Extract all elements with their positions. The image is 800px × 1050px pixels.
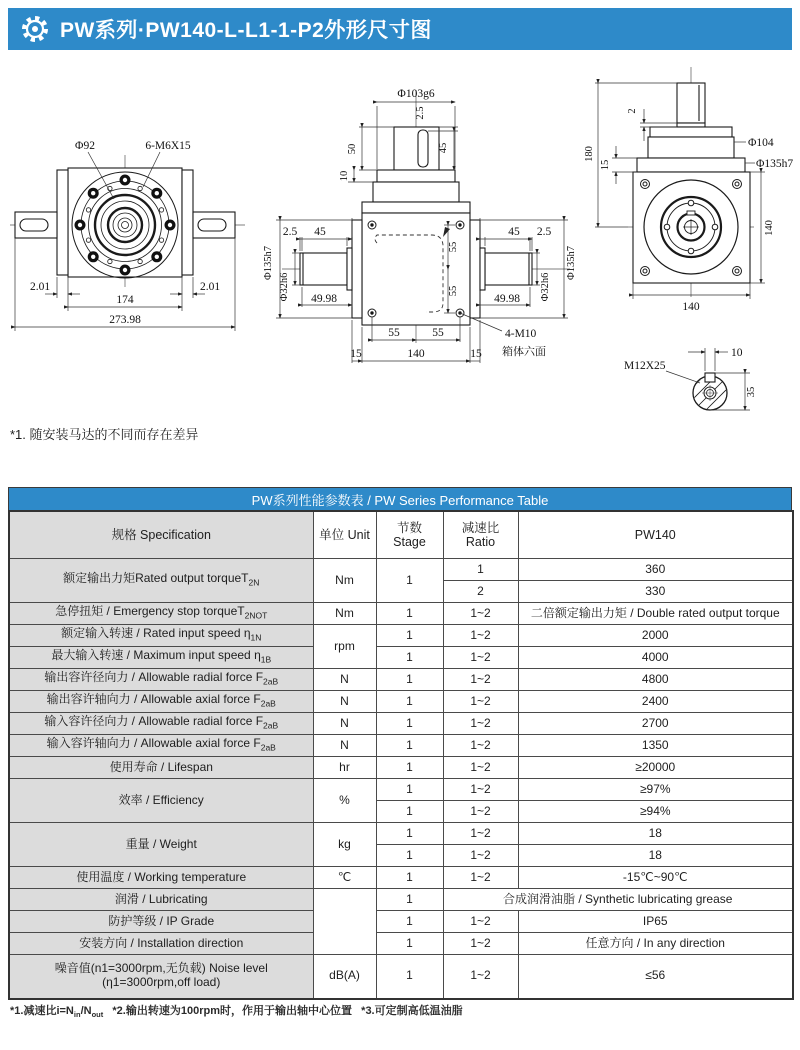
drawing-note: *1. 随安装马达的不同而存在差异 bbox=[10, 427, 199, 442]
spec-cell: 防护等级 / IP Grade bbox=[9, 911, 313, 933]
row-noise-level bbox=[9, 955, 793, 999]
ratio-cell: 1~2 bbox=[443, 911, 518, 933]
dim-right-4998: 49.98 bbox=[494, 293, 520, 305]
value-cell: ≥94% bbox=[518, 801, 793, 823]
stage-cell: 1 bbox=[376, 713, 443, 735]
spec-cell bbox=[9, 625, 313, 647]
spec-cell bbox=[9, 691, 313, 713]
spec-cell: 效率 / Efficiency bbox=[9, 779, 313, 823]
table-title: PW系列性能参数表 / PW Series Performance Table bbox=[8, 487, 792, 510]
stage-cell: 1 bbox=[376, 955, 443, 999]
unit-cell: hr bbox=[313, 757, 376, 779]
dim-phi103: Φ103g6 bbox=[397, 88, 435, 100]
spec-cell bbox=[9, 647, 313, 669]
stage-cell: 1 bbox=[376, 603, 443, 625]
spec-cell bbox=[9, 669, 313, 691]
dim-phi104: Φ104 bbox=[748, 137, 774, 149]
footnote-part2: /N bbox=[80, 1005, 92, 1017]
unit-cell: N bbox=[313, 713, 376, 735]
ratio-cell: 1~2 bbox=[443, 757, 518, 779]
dim-offset-left: 2.01 bbox=[29, 281, 51, 293]
dim-left-2-5: 2.5 bbox=[282, 226, 298, 238]
dim-4-m10: 4-M10 bbox=[505, 328, 537, 340]
ratio-cell: 1~2 bbox=[443, 713, 518, 735]
shaft-detail-drawing bbox=[612, 338, 798, 446]
stage-cell: 1 bbox=[376, 779, 443, 801]
footnote-sub-out: out bbox=[91, 1010, 104, 1020]
spec-subscript: 2aB bbox=[263, 676, 279, 687]
stage-cell: 1 bbox=[376, 625, 443, 647]
unit-cell: ℃ bbox=[313, 867, 376, 889]
stage-cell: 1 bbox=[376, 669, 443, 691]
spec-subscript: 1B bbox=[260, 654, 272, 665]
value-cell: 330 bbox=[518, 581, 793, 603]
spec-label: 最大输入转速 / Maximum input speed η bbox=[51, 648, 261, 663]
row-installation-direction bbox=[9, 933, 793, 955]
row-output-radial-force bbox=[9, 669, 793, 691]
table-header-row bbox=[9, 511, 793, 559]
unit-cell-empty bbox=[313, 889, 376, 955]
row-emergency-stop-torque bbox=[9, 603, 793, 625]
stage-cell: 1 bbox=[376, 823, 443, 845]
value-cell: ≥97% bbox=[518, 779, 793, 801]
header-spec: 规格 Specification bbox=[9, 511, 313, 559]
ratio-cell: 1~2 bbox=[443, 867, 518, 889]
spec-label: 输出容许轴向力 / Allowable axial force F bbox=[46, 692, 261, 707]
spec-cell bbox=[9, 955, 313, 999]
spec-cell bbox=[9, 713, 313, 735]
dim-phi135-left: Φ135h7 bbox=[263, 246, 274, 280]
header-stage: 节数 Stage bbox=[376, 511, 443, 559]
ratio-cell: 1~2 bbox=[443, 801, 518, 823]
dim-35: 35 bbox=[746, 386, 757, 398]
page-title: PW系列·PW140-L-L1-1-P2外形尺寸图 bbox=[60, 19, 432, 42]
row-lubricating bbox=[9, 889, 793, 911]
spec-label: 急停扭矩 / Emergency stop torqueT bbox=[55, 604, 245, 619]
unit-cell: Nm bbox=[313, 559, 376, 603]
unit-cell: N bbox=[313, 735, 376, 757]
spec-subscript: 2N bbox=[248, 577, 260, 588]
header-unit: 单位 Unit bbox=[313, 511, 376, 559]
value-cell: ≤56 bbox=[518, 955, 793, 999]
unit-cell: rpm bbox=[313, 625, 376, 669]
row-working-temperature bbox=[9, 867, 793, 889]
row-efficiency bbox=[9, 779, 793, 801]
unit-cell: kg bbox=[313, 823, 376, 867]
dim-55-bottom-2: 55 bbox=[432, 327, 444, 339]
page-header bbox=[8, 8, 792, 50]
value-cell: 360 bbox=[518, 559, 793, 581]
unit-cell: N bbox=[313, 669, 376, 691]
gear-shape bbox=[25, 19, 46, 40]
dim-15-left: 15 bbox=[350, 348, 362, 360]
ratio-cell: 1~2 bbox=[443, 669, 518, 691]
spec-label: 额定输入转速 / Rated input speed η bbox=[61, 626, 251, 641]
spec-subscript: 1N bbox=[250, 632, 262, 643]
row-input-radial-force bbox=[9, 713, 793, 735]
spec-cell: 使用寿命 / Lifespan bbox=[9, 757, 313, 779]
value-cell: 1350 bbox=[518, 735, 793, 757]
unit-cell: % bbox=[313, 779, 376, 823]
row-weight bbox=[9, 823, 793, 845]
spec-cell bbox=[9, 559, 313, 603]
ratio-cell: 1~2 bbox=[443, 845, 518, 867]
gear-icon bbox=[20, 14, 50, 44]
dim-bolts: 6-M6X15 bbox=[145, 140, 191, 152]
stage-cell: 1 bbox=[376, 801, 443, 823]
dim-180: 180 bbox=[584, 146, 595, 162]
value-cell: 任意方向 / In any direction bbox=[518, 933, 793, 955]
value-cell: 2000 bbox=[518, 625, 793, 647]
dim-15-right: 15 bbox=[470, 348, 482, 360]
value-cell: 合成润滑油脂 / Synthetic lubricating grease bbox=[443, 889, 793, 911]
spec-label: 输入容许径向力 / Allowable radial force F bbox=[44, 714, 264, 729]
value-cell: ≥20000 bbox=[518, 757, 793, 779]
dim-phi32-right: Φ32h6 bbox=[540, 272, 551, 302]
value-cell: 2400 bbox=[518, 691, 793, 713]
dim-right-2-5: 2.5 bbox=[536, 226, 552, 238]
dim-m12x25: M12X25 bbox=[624, 360, 666, 372]
spec-label-line2: (η1=3000rpm,off load) bbox=[102, 975, 221, 990]
stage-cell: 1 bbox=[376, 845, 443, 867]
performance-table-section bbox=[8, 487, 792, 1000]
stage-cell: 1 bbox=[376, 757, 443, 779]
dim-left-45: 45 bbox=[314, 226, 326, 238]
dim-2: 2 bbox=[627, 108, 638, 114]
spec-cell: 重量 / Weight bbox=[9, 823, 313, 867]
spec-cell: 安装方向 / Installation direction bbox=[9, 933, 313, 955]
ratio-cell: 1~2 bbox=[443, 933, 518, 955]
spec-label-line1: 噪音值(n1=3000rpm,无负载) Noise level bbox=[54, 961, 268, 976]
row-lifespan bbox=[9, 757, 793, 779]
row-output-axial-force bbox=[9, 691, 793, 713]
stage-cell: 1 bbox=[376, 647, 443, 669]
side-view-drawing bbox=[262, 85, 590, 385]
ratio-cell: 1~2 bbox=[443, 955, 518, 999]
table-footnote bbox=[10, 1002, 463, 1019]
ratio-cell: 1~2 bbox=[443, 647, 518, 669]
ratio-cell: 1~2 bbox=[443, 823, 518, 845]
dim-140-bottom: 140 bbox=[407, 348, 425, 360]
row-rated-input-speed bbox=[9, 625, 793, 647]
stage-cell: 1 bbox=[376, 911, 443, 933]
stage-cell: 1 bbox=[376, 889, 443, 911]
spec-cell: 使用温度 / Working temperature bbox=[9, 867, 313, 889]
row-input-axial-force bbox=[9, 735, 793, 757]
top-view-drawing bbox=[584, 62, 800, 340]
dim-140-bottom: 140 bbox=[682, 301, 700, 313]
stage-cell: 1 bbox=[376, 559, 443, 603]
performance-table bbox=[8, 510, 794, 1000]
stage-cell: 1 bbox=[376, 735, 443, 757]
dim-2-5-top: 2.5 bbox=[415, 106, 426, 120]
footnote-part1: *1.减速比i=N bbox=[10, 1005, 74, 1017]
dim-10: 10 bbox=[339, 170, 350, 182]
value-cell: IP65 bbox=[518, 911, 793, 933]
ratio-cell: 1~2 bbox=[443, 691, 518, 713]
spec-subscript: 2aB bbox=[260, 742, 276, 753]
ratio-cell: 1~2 bbox=[443, 625, 518, 647]
spec-label: 输入容许轴向力 / Allowable axial force F bbox=[46, 736, 261, 751]
row-max-input-speed bbox=[9, 647, 793, 669]
ratio-cell: 1 bbox=[443, 559, 518, 581]
unit-cell: Nm bbox=[313, 603, 376, 625]
footnote-part3: *2.输出转速为100rpm时，作用于输出轴中心位置 *3.可定制高低温油脂 bbox=[103, 1005, 463, 1017]
dim-body-width: 174 bbox=[116, 294, 134, 306]
dim-140-right: 140 bbox=[764, 220, 775, 236]
label-housing-faces: 箱体六面 bbox=[502, 346, 546, 358]
stage-cell: 1 bbox=[376, 933, 443, 955]
stage-cell: 1 bbox=[376, 867, 443, 889]
spec-subscript: 2NOT bbox=[244, 610, 268, 621]
value-cell: 4800 bbox=[518, 669, 793, 691]
row-rated-output-torque bbox=[9, 559, 793, 581]
value-cell: 二倍额定输出力矩 / Double rated output torque bbox=[518, 603, 793, 625]
value-cell: 4000 bbox=[518, 647, 793, 669]
header-model: PW140 bbox=[518, 511, 793, 559]
spec-subscript: 2aB bbox=[260, 698, 276, 709]
dim-offset-right: 2.01 bbox=[199, 281, 221, 293]
dim-left-4998: 49.98 bbox=[311, 293, 337, 305]
dim-55-bottom-1: 55 bbox=[388, 327, 400, 339]
spec-cell bbox=[9, 735, 313, 757]
spec-subscript: 2aB bbox=[263, 720, 279, 731]
value-cell: 18 bbox=[518, 823, 793, 845]
ratio-cell: 1~2 bbox=[443, 779, 518, 801]
dim-45-top: 45 bbox=[438, 142, 449, 154]
dim-55-vert-2: 55 bbox=[448, 285, 459, 297]
stage-cell: 1 bbox=[376, 691, 443, 713]
ratio-cell: 2 bbox=[443, 581, 518, 603]
ratio-cell: 1~2 bbox=[443, 603, 518, 625]
shaft-section bbox=[664, 356, 748, 440]
spec-label: 额定输出力矩Rated output torqueT bbox=[63, 571, 249, 586]
dim-phi135-right: Φ135h7 bbox=[566, 246, 577, 280]
spec-cell: 润滑 / Lubricating bbox=[9, 889, 313, 911]
unit-cell: N bbox=[313, 691, 376, 713]
dim-right-45: 45 bbox=[508, 226, 520, 238]
dim-phi135: Φ135h7 bbox=[756, 158, 794, 170]
ratio-cell: 1~2 bbox=[443, 735, 518, 757]
header-ratio: 减速比 Ratio bbox=[443, 511, 518, 559]
value-cell: 18 bbox=[518, 845, 793, 867]
dim-55-vert-1: 55 bbox=[448, 241, 459, 253]
dim-phi32-left: Φ32h6 bbox=[279, 272, 290, 302]
value-cell: -15℃~90℃ bbox=[518, 867, 793, 889]
front-view-drawing bbox=[10, 135, 260, 345]
dim-total-width: 273.98 bbox=[109, 314, 141, 326]
unit-cell: dB(A) bbox=[313, 955, 376, 999]
row-ip-grade bbox=[9, 911, 793, 933]
dim-50: 50 bbox=[347, 143, 358, 155]
footnote-sub-in: in bbox=[73, 1010, 81, 1020]
value-cell: 2700 bbox=[518, 713, 793, 735]
dim-15: 15 bbox=[600, 159, 611, 171]
dim-10: 10 bbox=[731, 347, 743, 359]
spec-label: 输出容许径向力 / Allowable radial force F bbox=[44, 670, 264, 685]
dim-phi92: Φ92 bbox=[75, 140, 95, 152]
spec-cell bbox=[9, 603, 313, 625]
